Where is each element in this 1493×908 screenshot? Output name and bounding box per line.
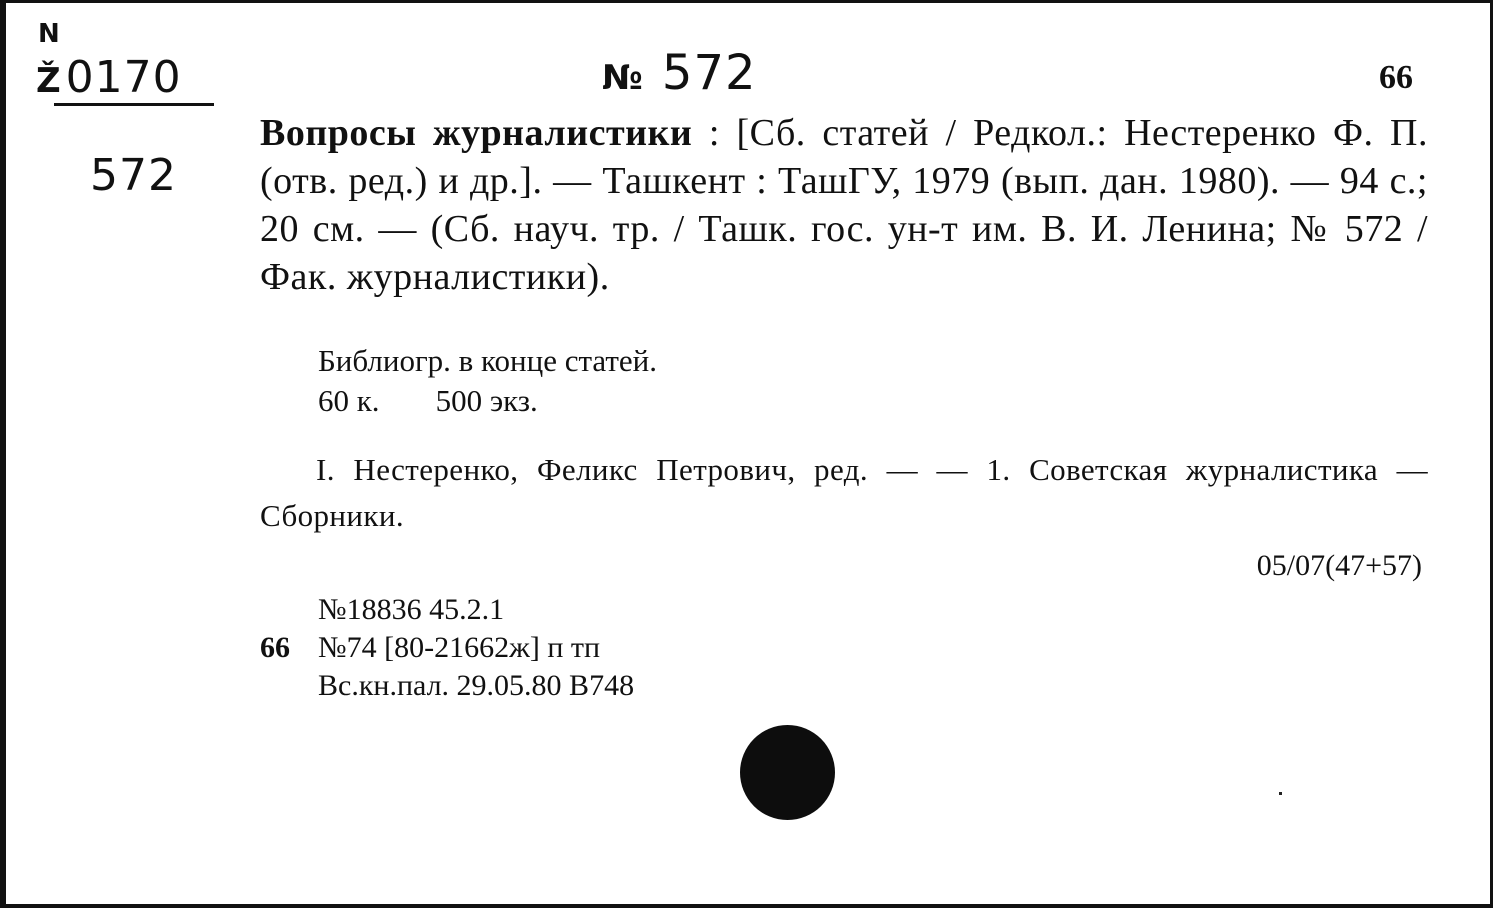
- control-lead-number: 66: [260, 631, 290, 664]
- control-line-2: 66 №74 [80-21662ж] п тп: [260, 629, 634, 667]
- price: 60 к.: [318, 383, 380, 418]
- speck: [1279, 792, 1282, 795]
- shelfmark-underline: [54, 103, 214, 106]
- price-copies-line: [318, 381, 657, 421]
- copies: 500 экз.: [435, 383, 538, 418]
- shelfmark-mark: N: [38, 19, 61, 49]
- corner-number: 66: [1379, 59, 1413, 96]
- tracings: [260, 447, 1428, 539]
- control-data: [260, 591, 634, 705]
- shelfmark-prefix: Ž: [36, 61, 62, 101]
- shelfmark-code: 0170: [65, 52, 182, 103]
- shelfmark: [36, 53, 182, 106]
- entry-body: : [Сб. статей / Редкол.: Нестеренко Ф. П. (отв. ред.) и др.]. — Ташкент : ТашГУ, 1979 (вып. дан. 1980). — 94 с.; 20 см. — (Сб. науч. тр. / Ташк. гос. ун-т им. В. И. Ленина; № 572 / Фак. журналистики).: [260, 112, 1428, 298]
- top-number: [602, 45, 757, 106]
- entry-heading: Вопросы журналистики: [260, 112, 693, 154]
- classification: 05/07(47+57): [1256, 549, 1422, 582]
- top-number-prefix: №: [602, 58, 644, 98]
- tracings-text: I. Нестеренко, Феликс Петрович, ред. — — 1. Советская журналистика — Сборники.: [260, 452, 1428, 533]
- bibliographic-entry: [260, 109, 1428, 301]
- control-line-1: №18836 45.2.1: [318, 593, 505, 626]
- punch-hole: [740, 725, 835, 820]
- notes: [318, 341, 657, 421]
- left-number: 572: [90, 150, 177, 201]
- control-line-3: Вс.кн.пал. 29.05.80 В748: [318, 669, 635, 702]
- bibliography-note: Библиогр. в конце статей.: [318, 343, 658, 378]
- top-number-value: 572: [661, 45, 757, 101]
